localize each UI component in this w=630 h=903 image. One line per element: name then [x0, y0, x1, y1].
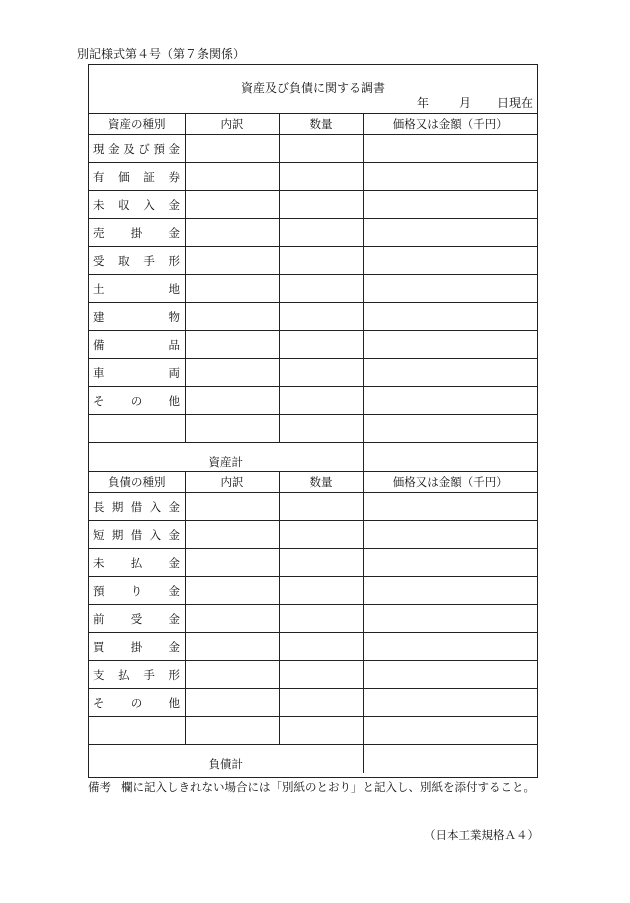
liability-breakdown-cell[interactable]: [185, 661, 279, 689]
asset-total-row: [89, 443, 537, 472]
liability-quantity-cell[interactable]: [279, 577, 363, 605]
asset-quantity-cell[interactable]: [279, 387, 363, 415]
asset-category-label: 未 収 入 金: [93, 197, 180, 212]
asset-category-label: 現 金 及 び 預 金: [93, 141, 180, 156]
asset-category-cell: [89, 387, 185, 415]
asset-category-cell: [89, 219, 185, 247]
asset-blank-category-cell[interactable]: [89, 415, 185, 443]
liability-header-cell: 価格又は金額（千円）: [363, 472, 537, 493]
table-row: [89, 577, 537, 605]
liability-amount-cell[interactable]: [363, 549, 537, 577]
asset-category-label: 車 両: [93, 365, 180, 380]
asset-header-cell: 資産の種別: [89, 114, 185, 135]
asset-blank-breakdown-cell[interactable]: [185, 415, 279, 443]
liability-category-cell: [89, 549, 185, 577]
asset-breakdown-cell[interactable]: [185, 275, 279, 303]
liability-breakdown-cell[interactable]: [185, 521, 279, 549]
asset-category-cell: [89, 303, 185, 331]
liability-breakdown-cell[interactable]: [185, 577, 279, 605]
table-row: [89, 717, 537, 745]
asset-category-label: 売 掛 金: [93, 225, 180, 240]
liability-amount-cell[interactable]: [363, 633, 537, 661]
liability-category-label: そ の 他: [93, 695, 180, 710]
table-row: [89, 303, 537, 331]
table-row: [89, 247, 537, 275]
asset-quantity-cell[interactable]: [279, 359, 363, 387]
asset-header-cell: 数量: [279, 114, 363, 135]
table-row: [89, 633, 537, 661]
liability-category-cell: [89, 689, 185, 717]
table-row: [89, 359, 537, 387]
asset-amount-cell[interactable]: [363, 219, 537, 247]
asset-category-label: 備 品: [93, 337, 180, 352]
asset-category-label: 受 取 手 形: [93, 253, 180, 268]
asset-header-cell: 内訳: [185, 114, 279, 135]
table-row: [89, 275, 537, 303]
asset-quantity-cell[interactable]: [279, 303, 363, 331]
table-row: [89, 661, 537, 689]
liability-category-label: 未 払 金: [93, 555, 180, 570]
liability-category-label: 長 期 借 入 金: [93, 499, 180, 514]
liability-category-cell: [89, 577, 185, 605]
table-row: [89, 191, 537, 219]
liability-blank-breakdown-cell[interactable]: [185, 717, 279, 745]
liability-amount-cell[interactable]: [363, 689, 537, 717]
liability-breakdown-cell[interactable]: [185, 605, 279, 633]
asset-amount-cell[interactable]: [363, 191, 537, 219]
asset-category-cell: [89, 163, 185, 191]
liability-quantity-cell[interactable]: [279, 605, 363, 633]
liability-total-label: 負債計: [89, 745, 363, 774]
asset-category-cell: [89, 275, 185, 303]
liability-amount-cell[interactable]: [363, 577, 537, 605]
liability-category-cell: [89, 661, 185, 689]
asset-breakdown-cell[interactable]: [185, 303, 279, 331]
liability-quantity-cell[interactable]: [279, 493, 363, 521]
asset-quantity-cell[interactable]: [279, 331, 363, 359]
liability-breakdown-cell[interactable]: [185, 549, 279, 577]
liability-blank-amount-cell[interactable]: [363, 717, 537, 745]
asset-breakdown-cell[interactable]: [185, 163, 279, 191]
table-row: [89, 605, 537, 633]
liability-header-cell: 負債の種別: [89, 472, 185, 493]
asset-breakdown-cell[interactable]: [185, 359, 279, 387]
balance-table: [89, 113, 537, 773]
asset-breakdown-cell[interactable]: [185, 247, 279, 275]
liability-blank-quantity-cell[interactable]: [279, 717, 363, 745]
liability-quantity-cell[interactable]: [279, 521, 363, 549]
asset-category-cell: [89, 135, 185, 163]
asset-category-label: 土 地: [93, 281, 180, 296]
liability-category-cell: [89, 493, 185, 521]
form-frame: [88, 64, 538, 778]
remarks: [88, 779, 535, 795]
asset-quantity-cell[interactable]: [279, 219, 363, 247]
table-row: [89, 163, 537, 191]
table-row: [89, 415, 537, 443]
liability-category-label: 支 払 手 形: [93, 667, 180, 682]
liability-category-label: 短 期 借 入 金: [93, 527, 180, 542]
form-number: 別記様式第４号（第７条関係）: [77, 47, 246, 61]
asset-total-label: 資産計: [89, 443, 363, 472]
asset-category-cell: [89, 247, 185, 275]
table-row: [89, 521, 537, 549]
day-label: 日現在: [496, 96, 533, 110]
table-row: [89, 493, 537, 521]
as-of-date: [417, 94, 533, 111]
asset-category-label: そ の 他: [93, 393, 180, 408]
asset-quantity-cell[interactable]: [279, 275, 363, 303]
asset-amount-cell[interactable]: [363, 135, 537, 163]
asset-quantity-cell[interactable]: [279, 191, 363, 219]
asset-amount-cell[interactable]: [363, 387, 537, 415]
asset-blank-quantity-cell[interactable]: [279, 415, 363, 443]
asset-amount-cell[interactable]: [363, 331, 537, 359]
asset-amount-cell[interactable]: [363, 359, 537, 387]
liability-amount-cell[interactable]: [363, 493, 537, 521]
table-row: [89, 219, 537, 247]
asset-quantity-cell[interactable]: [279, 135, 363, 163]
asset-category-label: 建 物: [93, 309, 180, 324]
asset-amount-cell[interactable]: [363, 275, 537, 303]
liability-category-label: 買 掛 金: [93, 639, 180, 654]
year-label: 年: [416, 96, 429, 110]
asset-blank-amount-cell[interactable]: [363, 415, 537, 443]
liability-amount-cell[interactable]: [363, 661, 537, 689]
month-label: 月: [458, 96, 471, 110]
form-title: 資産及び負債に関する調書: [240, 81, 385, 95]
liability-category-label: 前 受 金: [93, 611, 180, 626]
remarks-label: 備考: [88, 780, 111, 794]
asset-category-cell: [89, 191, 185, 219]
liability-breakdown-cell[interactable]: [185, 493, 279, 521]
liability-category-cell: [89, 521, 185, 549]
liability-header-cell: 数量: [279, 472, 363, 493]
remarks-text: 欄に記入しきれない場合には「別紙のとおり」と記入し、別紙を添付すること。: [121, 780, 535, 794]
asset-breakdown-cell[interactable]: [185, 191, 279, 219]
asset-quantity-cell[interactable]: [279, 247, 363, 275]
liability-category-cell: [89, 605, 185, 633]
liability-breakdown-cell[interactable]: [185, 689, 279, 717]
asset-header-cell: 価格又は金額（千円）: [363, 114, 537, 135]
liability-category-cell: [89, 633, 185, 661]
liability-breakdown-cell[interactable]: [185, 633, 279, 661]
asset-category-cell: [89, 331, 185, 359]
liability-amount-cell[interactable]: [363, 605, 537, 633]
table-row: [89, 387, 537, 415]
table-row: [89, 549, 537, 577]
asset-quantity-cell[interactable]: [279, 163, 363, 191]
asset-category-cell: [89, 359, 185, 387]
liability-total-amount[interactable]: [363, 745, 537, 774]
asset-breakdown-cell[interactable]: [185, 387, 279, 415]
liability-category-label: 預 り 金: [93, 583, 180, 598]
table-row: [89, 689, 537, 717]
asset-breakdown-cell[interactable]: [185, 219, 279, 247]
liability-quantity-cell[interactable]: [279, 633, 363, 661]
asset-amount-cell[interactable]: [363, 247, 537, 275]
paper-standard: （日本工業規格Ａ４）: [424, 828, 539, 842]
asset-header-row: [89, 114, 537, 135]
liability-total-row: [89, 745, 537, 774]
liability-quantity-cell[interactable]: [279, 661, 363, 689]
asset-amount-cell[interactable]: [363, 163, 537, 191]
liability-header-row: [89, 472, 537, 493]
liability-blank-category-cell[interactable]: [89, 717, 185, 745]
table-row: [89, 331, 537, 359]
liability-quantity-cell[interactable]: [279, 549, 363, 577]
liability-header-cell: 内訳: [185, 472, 279, 493]
asset-amount-cell[interactable]: [363, 303, 537, 331]
asset-breakdown-cell[interactable]: [185, 135, 279, 163]
asset-total-amount[interactable]: [363, 443, 537, 472]
liability-quantity-cell[interactable]: [279, 689, 363, 717]
table-row: [89, 135, 537, 163]
asset-category-label: 有 価 証 券: [93, 169, 180, 184]
asset-breakdown-cell[interactable]: [185, 331, 279, 359]
liability-amount-cell[interactable]: [363, 521, 537, 549]
